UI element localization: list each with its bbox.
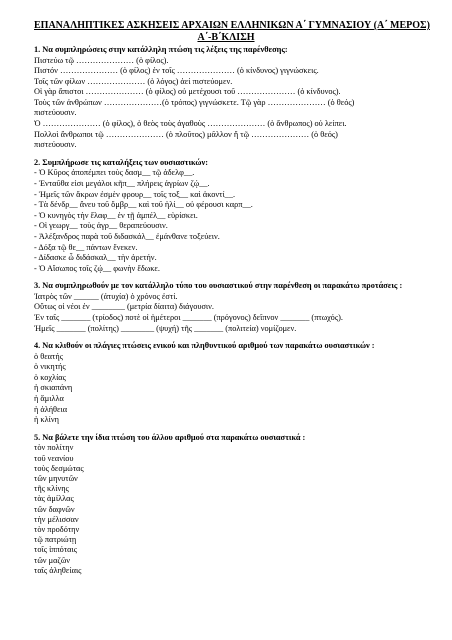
exercise-2-line: - Ὁ Αἴσωπος τοῖς ζῴ__ φωνὴν ἔδωκε. — [34, 263, 160, 273]
exercise-2-line: - Ὁ Κῦρος ἀποπέμπει τοὺς δασμ__ τῷ ἀδελφ__. — [34, 168, 195, 178]
page-subtitle: Α΄-Β΄ΚΛΙΣΗ — [197, 32, 255, 43]
exercise-3-heading: 3. Να συμπληρωθούν με τον κατάλληλο τύπο του ουσιαστικού στην παρένθεση οι παρακάτω προτάσεις : — [34, 281, 403, 291]
exercise-5-item: τὸν πολίτην — [34, 443, 74, 453]
exercise-5-item: τὴν μέλισσαν — [34, 514, 79, 524]
exercise-3 — [34, 281, 418, 334]
exercise-5-item: τῶν μηνυτῶν — [34, 473, 78, 483]
exercise-5-item: τὸν προδότην — [34, 524, 80, 534]
exercise-4-item: ἡ κλίνη — [34, 415, 59, 425]
exercise-5-item: τῶν δαφνῶν — [34, 504, 75, 514]
exercise-5-item: τοῖς ἱππόταις — [34, 545, 78, 555]
exercise-5-item: τῷ πατριώτῃ — [34, 535, 77, 545]
exercise-5 — [34, 433, 418, 576]
exercise-5-heading: 5. Να βάλετε την ίδια πτώση του άλλου αριθμού στα παρακάτω ουσιαστικά : — [34, 432, 306, 442]
exercise-3-line: Ἐν ταῖς _______ (τρίοδος) ποτὲ οἱ ἡμέτεροι _______ (πρόγονος) δεῖπνον _______ (πτωχός). — [34, 312, 343, 322]
exercise-1-line: Πιστόν ………………… (ὁ φίλος) ἐν τοῖς ………………… (ὁ κίνδυνος) γιγνώσκεις. — [34, 66, 319, 76]
exercise-5-item: τῆς κλίνης — [34, 484, 69, 494]
exercise-5-item: τοὺς δεσμώτας — [34, 463, 84, 473]
exercise-5-item: τὰς ἁμίλλας — [34, 494, 74, 504]
exercise-3-line: Ἡμεῖς _______ (πολίτης) ________ (ψυχή) τῆς _______ (πολιτεία) νομίζομεν. — [34, 323, 297, 333]
exercise-2-line: - Ἐνταῦθα εἰσι μεγάλοι κῆπ__ πλήρεις ἀγρίων ζῴ__. — [34, 178, 210, 188]
exercise-1 — [34, 45, 418, 151]
exercise-4-item: ὁ κοχλίας — [34, 372, 66, 382]
exercise-1-line: Πολλοὶ ἄνθρωποι τῷ ………………… (ὁ πλοῦτος) μᾶλλον ἤ τῷ ………………… (ὁ θεός) — [34, 129, 338, 139]
exercise-4-item: ὁ νικητής — [34, 362, 66, 372]
exercise-1-line: Ὁ ………………… (ὁ φίλος), ὁ θεὸς τοὺς ἀγαθοὺς ………………… (ὁ ἄνθρωπος) οὐ λείπει. — [34, 119, 347, 129]
exercise-1-heading: 1. Να συμπληρώσεις στην κατάλληλη πτώση τις λέξεις της παρένθεσης: — [34, 45, 288, 54]
exercise-4-item: ὁ θεατής — [34, 351, 63, 361]
exercise-2-heading: 2. Συμπλήρωσε τις καταλήξεις των ουσιαστικών: — [34, 157, 208, 167]
exercise-1-line: Οἱ γὰρ ἄπιστοι ………………… (ὁ φίλος) οὐ μετέχουσι τοῦ ………………… (ὁ κίνδυνος). — [34, 87, 341, 97]
exercise-5-item: ταῖς ἀληθείαις — [34, 565, 82, 575]
exercise-4 — [34, 341, 418, 426]
exercise-1-line: πιστεύουσιν. — [34, 108, 77, 118]
exercise-1-line: πιστεύουσιν. — [34, 140, 77, 150]
exercise-4-item: ἡ σκιαπάνη — [34, 383, 73, 393]
exercise-2-line: - Δίδασκε ὦ διδάσκαλ__ τὴν ἀρετήν. — [34, 253, 157, 263]
exercise-5-item: τῶν μαζῶν — [34, 555, 71, 565]
exercise-4-item: ἡ ἀλήθεια — [34, 404, 68, 414]
exercise-1-line: Τοῖς τῶν φίλων ………………… (ὁ λόγος) ἀεί πιστεύομεν. — [34, 76, 233, 86]
exercise-1-line: Πιστεύω τῷ ………………… (ὁ φίλος). — [34, 55, 169, 65]
exercise-2-line: - Ἀλέξανδρος παρὰ τοῦ διδασκάλ__ ἐμάνθανε τοξεύειν. — [34, 231, 220, 241]
exercise-3-line: Οὕτως οἱ νέοι ἐν ________ (μετρία δίαιτα) διάγουσιν. — [34, 302, 214, 312]
exercise-5-item: τοῦ νεανίου — [34, 453, 74, 463]
exercise-4-heading: 4. Να κλιθούν οι πλάγιες πτώσεις ενικού και πληθυντικού αριθμού των παρακάτω ουσιαστικών : — [34, 341, 375, 351]
exercise-2-line: - Ἡμεῖς τῶν ἄκρων ἐσμὲν φρουρ__ τοῖς τοξ__ καὶ ἀκοντί__. — [34, 189, 236, 199]
exercise-3-line: Ἰατρὸς τῶν ______ (ἀτυχία) ὁ χρόνος ἐστί. — [34, 291, 178, 301]
exercise-2 — [34, 158, 418, 274]
exercise-2-line: - Ὁ κυνηγὸς τὴν ἔλαφ__ ἐν τῇ ἀμπέλ__ εὑρίσκει. — [34, 210, 198, 220]
exercise-2-line: - Δόξα τῷ θε__ πάντων ἕνεκεν. — [34, 242, 138, 252]
exercise-1-line: Τοὺς τῶν ἀνθρώπων …………………(ὁ τρόπος) γιγνώσκετε. Τῷ γὰρ ………………… (ὁ θεός) — [34, 97, 355, 107]
exercise-2-line: - Οἱ γεωργ__ τοὺς ἀγρ__ θεραπεύουσιν. — [34, 221, 168, 231]
page-title: ΕΠΑΝΑΛΗΠΤΙΚΕΣ ΑΣΚΗΣΕΙΣ ΑΡΧΑΙΩΝ ΕΛΛΗΝΙΚΩΝ Α΄ ΓΥΜΝΑΣΙΟΥ (Α΄ ΜΕΡΟΣ) — [34, 20, 430, 31]
exercise-4-item: ἡ ἅμιλλα — [34, 394, 64, 404]
exercise-2-line: - Τὰ δένδρ__ ἄνευ τοῦ ὄμβρ__ καὶ τοῦ ἡλί__ οὐ φέρουσι καρπ__. — [34, 200, 253, 210]
